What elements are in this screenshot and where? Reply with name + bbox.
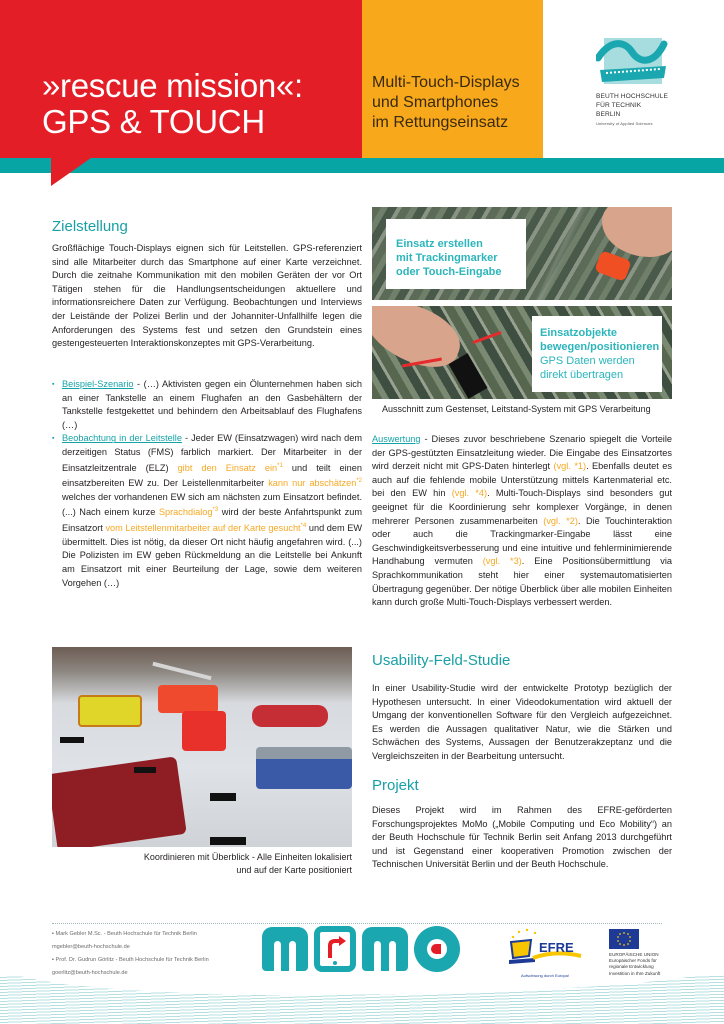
footnote-ref: *2 bbox=[356, 478, 362, 485]
eu-line: EUROPÄISCHE UNION bbox=[609, 952, 659, 957]
red-arrow-icon bbox=[472, 331, 501, 344]
beuth-logo-icon bbox=[596, 36, 668, 88]
momo-tablet-icon bbox=[314, 926, 356, 972]
efre-slogan: Aufschwung durch Europa! bbox=[520, 973, 570, 978]
gesture-image-create bbox=[372, 207, 672, 300]
logo-line-3: BERLIN bbox=[596, 111, 621, 118]
eu-line: Investition in Ihre Zukunft bbox=[609, 970, 661, 976]
bullet-text: welches der vorhandenen EW sich am nächsten zum Einsatzort befindet. (...) Nach einem kurze bbox=[62, 491, 362, 518]
eu-line: regionale Entwicklung bbox=[609, 964, 654, 970]
auswertung-fragment: . Die Touchinteraktion oder auch die Trackingmarker-Eingabe lässt eine Geschwindigkeitsverbesserung und eine intuitive und fehlerminimierende Handhabung vermuten bbox=[372, 515, 673, 567]
zielstellung-bullets bbox=[52, 378, 362, 590]
gesture-image-move bbox=[372, 306, 672, 399]
footnote-ref: *1 bbox=[277, 462, 283, 469]
bullet-text: und teilt einen einsatzbereiten EW zu. Der Leistellenmitarbeiter bbox=[62, 462, 362, 489]
eu-flag-icon bbox=[609, 929, 639, 949]
highlight-ref: vom Leitstellenmitarbeiter auf der Karte gesucht bbox=[105, 523, 301, 534]
beuth-logo-text bbox=[596, 92, 686, 128]
bullet-text: - (…) Aktivisten gegen ein Ölunternehmen haben sich an einer Tankstelle an einem Flughafen an den Gasbehältern der Tankstelle festgekettet und behindern den Arbeitsablauf des Flughafens (…) bbox=[62, 379, 362, 430]
highlight-ref: (vgl. *2) bbox=[543, 515, 578, 526]
footer-authors bbox=[52, 930, 209, 982]
bullet-text: wird der beste Anfahrtspunkt zum Einsatzort bbox=[62, 507, 362, 534]
zielstellung-text: Großflächige Touch-Displays eignen sich für Leitstellen. GPS-referenziert sind alle Mitarbeiter durch das Smartphone auf einer Karte verzeichnet. Durch die zeitnahe Kommunikation mit den mobilen Geräten der vor Ort Tätigen stehen für die Handlungsentscheidungen aktuellere und informationsreichere Daten zur Verfügung. Beobachtungen und Interviews der Leistände der Polizei Berlin und der Johanniter-Unfallhilfe legen die Anforderungen des Systems fest und setzen den Grundstein eines gestengesteuerten Interaktionskonzeptes mit GPS-Verarbeitung. bbox=[52, 243, 362, 349]
red-bus-toy-far bbox=[252, 705, 328, 727]
police-car-toy bbox=[256, 747, 352, 789]
marker bbox=[210, 793, 236, 801]
subtitle-line-1: Multi-Touch-Displays bbox=[372, 74, 520, 91]
eu-logo bbox=[609, 929, 719, 977]
auswertung-fragment: . Ebenfalls deutet es auch auf die fehlende mobile Unterstützung mittels Kartenmaterial etc. bei den EW hin bbox=[372, 461, 672, 499]
tracking-marker bbox=[448, 353, 487, 399]
caption-line: und auf der Karte positioniert bbox=[236, 865, 352, 875]
subtitle-line-3: im Rettungseinsatz bbox=[372, 114, 509, 131]
author-name: ▪ Mark Gebler M.Sc. - Beuth Hochschule für Technik Berlin bbox=[52, 931, 197, 937]
momo-letter-m bbox=[262, 927, 308, 971]
highlight-ref: (vgl. *1) bbox=[553, 461, 587, 472]
overlay-line: mit Trackingmarker bbox=[396, 252, 498, 264]
orange-toy-car bbox=[594, 250, 632, 282]
auswertung-fragment: . Eine Positionsübermittlung via Sprachkommunikation steht hier einer systemautomatisierten Übertragung gegenüber. Der nötige Überblick über alle mobilen Einheiten kann durch große Multi-Touch-Displays verbessert werden. bbox=[372, 556, 672, 608]
overlay-box-create bbox=[386, 219, 526, 289]
logo-line-2: FÜR TECHNIK bbox=[596, 102, 642, 109]
momo-plug-icon bbox=[414, 926, 460, 972]
marker bbox=[210, 837, 246, 845]
subtitle-line-2: und Smartphones bbox=[372, 94, 499, 111]
title-line-1: »rescue mission«: bbox=[42, 67, 303, 104]
section-heading-projekt: Projekt bbox=[372, 777, 419, 794]
usability-text: In einer Usability-Studie wird der entwickelte Prototyp bezüglich der Hypothesen untersucht. In einer Videodokumentation wird aktuell der Umgang der konventionellen Software für den Vergleich aufgezeichnet. Es werden die Aussagen qualitativer Natur, wie die Stärken und Schwächen des Systems, Aussagen der Benutzerakzeptanz und die Vergleichszeiten in der Bearbeitung untersucht. bbox=[372, 683, 672, 761]
poster-subtitle bbox=[372, 73, 520, 133]
highlight-ref: gibt den Einsatz ein bbox=[177, 462, 278, 473]
momo-logo bbox=[262, 926, 460, 972]
bullet-beobachtung bbox=[52, 432, 362, 590]
title-line-2: GPS & TOUCH bbox=[42, 103, 265, 140]
plug-icon bbox=[427, 939, 447, 959]
momo-letter-m bbox=[362, 927, 408, 971]
highlight-ref: (vgl. *3) bbox=[482, 556, 522, 567]
overlay-line: GPS Daten werden bbox=[540, 355, 635, 367]
toy-photo-caption bbox=[52, 851, 352, 877]
highlight-ref: Sprachdialog bbox=[158, 507, 213, 518]
toy-vehicles-photo bbox=[52, 647, 352, 847]
gesture-images-caption: Ausschnitt zum Gestenset, Leitstand-System mit GPS Verarbeitung bbox=[382, 404, 651, 414]
svg-text:EFRE: EFRE bbox=[539, 940, 574, 955]
eu-line: Europäischer Fonds für bbox=[609, 958, 657, 964]
marker bbox=[60, 737, 84, 743]
overlay-line: bewegen/positionieren bbox=[540, 341, 660, 353]
bullet-text: - Jeder EW (Einsatzwagen) wird nach dem derzeitigen Status (FMS) farblich markiert. Der Mitarbeiter in der Einsatzleitzentrale (ELZ) bbox=[62, 433, 363, 473]
overlay-line: oder Touch-Eingabe bbox=[396, 266, 502, 278]
header-teal-band bbox=[0, 158, 724, 173]
section-heading-usability: Usability-Feld-Studie bbox=[372, 652, 511, 669]
overlay-line: Einsatz erstellen bbox=[396, 238, 483, 250]
logo-line-4: University of Applied Sciences bbox=[596, 121, 653, 126]
author-email[interactable]: mgebler@beuth-hochschule.de bbox=[52, 944, 130, 950]
footnote-ref: *4 bbox=[300, 523, 307, 530]
author-name: ▪ Prof. Dr. Gudrun Görlitz - Beuth Hochschule für Technik Berlin bbox=[52, 957, 209, 963]
footer-dotted-divider bbox=[52, 923, 662, 924]
author-1 bbox=[52, 930, 209, 951]
ambulance-toy bbox=[78, 695, 142, 727]
marker bbox=[134, 767, 156, 773]
highlight-ref: kann nur abschätzen bbox=[268, 478, 357, 489]
footnote-ref: *3 bbox=[212, 507, 219, 514]
auswertung-text bbox=[372, 433, 672, 610]
bullet-beispiel-szenario bbox=[52, 378, 362, 432]
poster-title bbox=[42, 68, 303, 140]
beuth-logo bbox=[596, 36, 686, 128]
efre-logo bbox=[505, 928, 585, 978]
overlay-box-move bbox=[532, 316, 662, 392]
section-heading-zielstellung: Zielstellung bbox=[52, 218, 128, 235]
auswertung-fragment: - Dieses zuvor beschriebene Szenario spiegelt die Vorteile der GPS-gestützten Einsatzleitung wieder. Die Eingabe des Einsatzortes wird derzeit nicht mit GPS-Daten hinterlegt bbox=[372, 434, 672, 472]
eu-text bbox=[609, 952, 719, 977]
red-bus-toy-near bbox=[52, 756, 187, 847]
fire-truck-toy bbox=[158, 685, 218, 713]
highlight-ref: (vgl. *4) bbox=[451, 488, 488, 499]
overlay-line: direkt übertragen bbox=[540, 369, 624, 381]
link-beispiel-szenario[interactable]: Beispiel-Szenario bbox=[62, 379, 134, 389]
author-2 bbox=[52, 956, 209, 977]
ladder bbox=[152, 662, 211, 680]
author-email[interactable]: goerlitz@beuth-hochschule.de bbox=[52, 970, 128, 976]
speech-bubble-tail bbox=[51, 158, 91, 186]
poster-header bbox=[0, 0, 724, 190]
projekt-text: Dieses Projekt wird im Rahmen des EFRE-geförderten Forschungsprojektes MoMo („Mobile Computing und Eco Mobility“) an der Beuth Hochschule für Technik Berlin seit Anfang 2013 durchgeführt und ist Gegenstand einer kooperativen Promotion zwischen der Technischen Universität Berlin und der Beuth Hochschule. bbox=[372, 805, 672, 870]
hand-shape bbox=[602, 207, 672, 257]
link-auswertung[interactable]: Auswertung bbox=[372, 434, 421, 444]
auswertung-fragment: . Multi-Touch-Displays sind besonders gut geeignet für die Koordinierung sehr komplexer Vorgänge, in denen mehrerer Personen zusammenarbeiten bbox=[372, 488, 672, 526]
logo-line-1: BEUTH HOCHSCHULE bbox=[596, 93, 668, 100]
fire-van-toy bbox=[182, 711, 226, 751]
overlay-line: Einsatzobjekte bbox=[540, 327, 618, 339]
link-beobachtung-leitstelle[interactable]: Beobachtung in der Leitstelle bbox=[62, 433, 182, 444]
caption-line: Koordinieren mit Überblick - Alle Einheiten lokalisiert bbox=[143, 852, 352, 862]
bullet-text: und dem EW übermittelt. Dies ist nötig, da dieser Ort nicht häufig angefahren wird. (...) Die Polizisten im EW geben Rückmeldung an die Leitstelle bei Ankunft am Einsatzort mit einer Beurteilung der Lage, sowie dem weiteren Vorgehen (…) bbox=[62, 523, 363, 588]
